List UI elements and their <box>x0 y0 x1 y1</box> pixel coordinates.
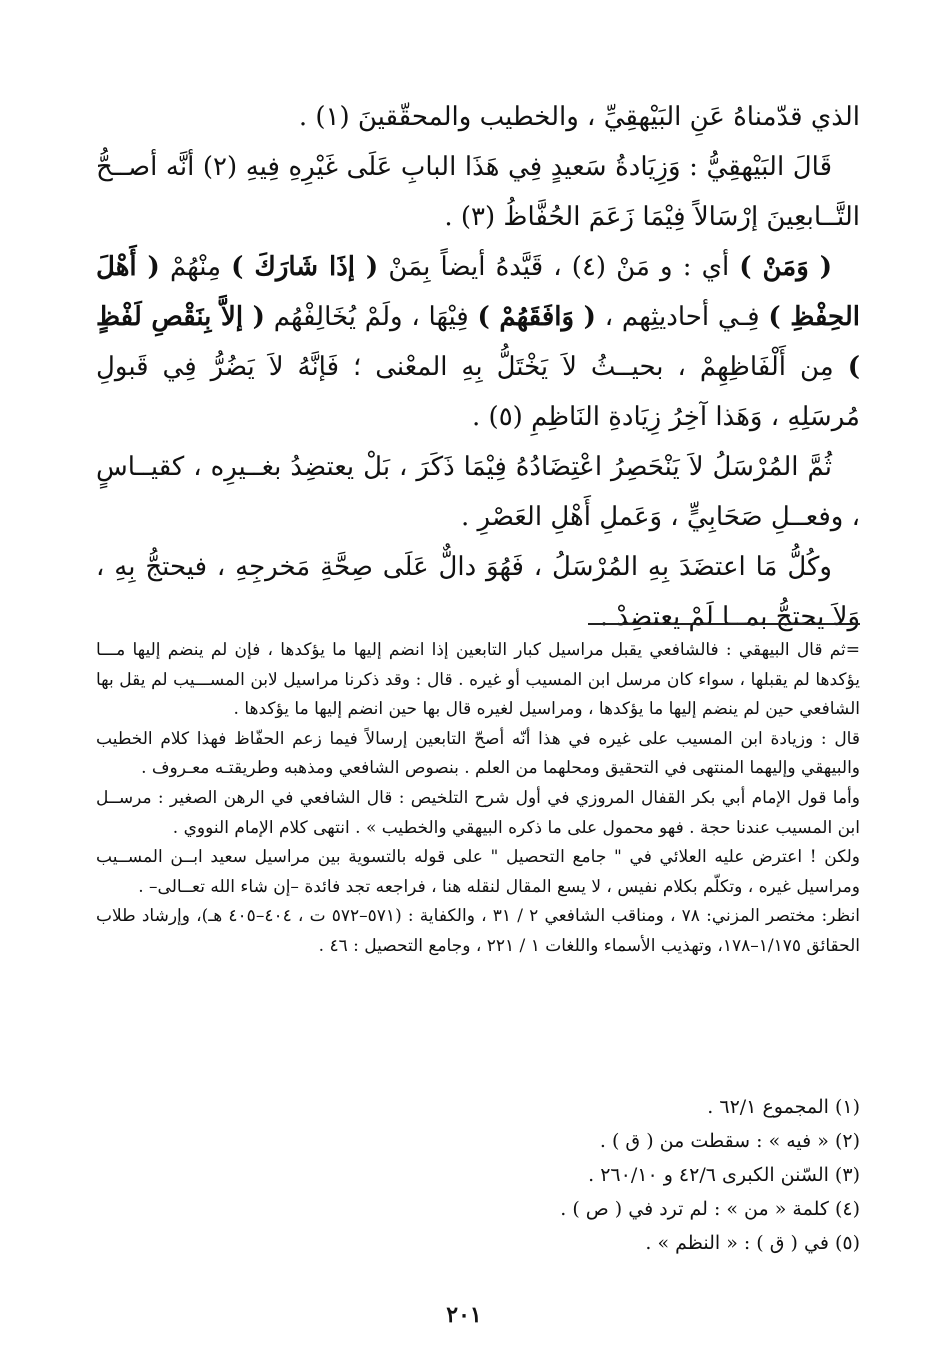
note-paragraph: ولكن ! اعترض عليه العلائي في " جامع التحصيل " على قوله بالتسوية بين مراسيل سعيد ابــن المســيب ومراسيل غيره ، وتكلّم بكلام نفيس ، لا يسع المقال لنقله هنا ، فراجعه تجد فائدة –إن شاء الله تعــالى– . <box>96 847 860 897</box>
continued-footnote <box>96 636 860 962</box>
bold-term: ( وَمَنْ ) <box>739 252 833 282</box>
bold-term: ( وَافَقَهُمْ ) <box>477 302 596 332</box>
page-number: ٢٠١ <box>446 1302 482 1328</box>
paragraph <box>96 242 860 442</box>
footnote: (٤) كلمة « من » : لم ترد في ( ص ) . <box>560 1198 860 1220</box>
paragraph: وكُلُّ مَا اعتضَدَ بِهِ المُرْسَلُ ، فَهُوَ دالٌّ عَلَى صِحَّةِ مَخرجِهِ ، فيحتجُّ بِهِ ، وَلاَ يحتجُّ بمــا لَمْ يعتضِدْ . <box>96 552 860 632</box>
text-run: فِـي أحاديثِهم ، <box>595 302 769 332</box>
note-paragraph: انظر: مختصر المزني: ٧٨ ، ومناقب الشافعي ٢ / ٣١ ، والكفاية : (٥٧١–٥٧٢ ت ، ٤٠٤–٤٠٥ هـ)، وإرشاد طلاب الحقائق ١/١٧٥–١٧٨، وتهذيب الأسماء واللغات ١ / ٢٢١ ، وجامع التحصيل : ٤٦ . <box>96 906 861 956</box>
paragraph: قَالَ البَيْهقِيُّ : وَزِيَادةُ سَعيدٍ فِي هَذَا البابِ عَلَى غَيْرِهِ فِيهِ (٢) أنَّه أصــحُّ التَّــابعِينَ إرْسَالاً فِيْمَا زَعَمَ الحُفَّاظُ (٣) . <box>96 152 860 232</box>
footnote: (٢) « فيه » : سقطت من ( ق ) . <box>599 1130 860 1152</box>
text-run: مِن أَلْفَاظِهِمْ ، بحيــثُ لاَ يَخْتَلُّ بِهِ المعْنى ؛ فَإنَّهُ لاَ يَضُرُّ فِي قَبولِ مُرسَلِهِ ، وَهَذا آخِرُ زِيَادةِ النَاظِمِ (٥) . <box>96 352 860 432</box>
bold-term: ( أَهْلَ الحِفْظِ ) <box>96 252 860 332</box>
footnote: (٣) السّنن الكبرى ٤٢/٦ و ٢٦٠/١٠ . <box>588 1164 860 1186</box>
footnotes <box>96 1090 860 1260</box>
paragraph: الذي قدّمناهُ عَنِ البَيْهقِيِّ ، والخطيب والمحقّقينَ (١) . <box>298 102 860 132</box>
note-paragraph: =ثم قال البيهقي : فالشافعي يقبل مراسيل كبار التابعين إذا انضم إليها ما يؤكدها ، فإن لم ينضم إليها مـــا يؤكدها لم يقبلها ، سواء كان مرسل ابن المسيب أو غيره . قال : وقد ذكرنا مراسيل لابن المســـيب لم يقل بها الشافعي حين لم ينضم إليها ما يؤكدها ، ومراسيل لغيره قال بها حين انضم إليها ما يؤكدها . <box>96 640 860 720</box>
main-text <box>96 92 860 642</box>
footnote: (٥) في ( ق ) : « النظم » . <box>645 1232 860 1254</box>
footnote-separator <box>588 623 860 625</box>
note-paragraph: وأما قول الإمام أبي بكر القفال المروزي في أول شرح التلخيص : قال الشافعي في الرهن الصغير : مرســل ابن المسيب عندنا حجة . فهو محمول على ما ذكره البيهقي والخطيب » . انتهى كلام الإمام النووي . <box>96 787 860 838</box>
bold-term: ( إلاَّ بِنَقْصِ لَفْظٍ ) <box>96 302 860 382</box>
footnote: (١) المجموع ٦٢/١ . <box>707 1096 860 1118</box>
text-run: مِنْهُمْ <box>159 252 232 282</box>
paragraph: ثُمَّ المُرْسَلُ لاَ يَنْحَصِرُ اعْتِضَادُهُ فِيْمَا ذَكَرَ ، بَلْ يعتضِدُ بغــيرِه ، كقيــاسٍ ، وفعــلِ صَحَابِيٍّ ، وَعَملِ أَهْلِ العَصْرِ . <box>96 452 860 532</box>
bold-term: ( إذَا شَارَكَ ) <box>231 252 379 282</box>
text-run: فِيْهَا ، ولَمْ يُخَالِفْهُم <box>264 302 478 332</box>
note-paragraph: قال : وزيادة ابن المسيب على غيره في هذا أنّه أصحّ التابعين إرسالاً فيما زعم الحفّاظ فهذا كلام الخطيب والبيهقي وإليهما المنتهى في التحقيق ومحلهما من العلم . بنصوص الشافعي ومذهبه وطريقتـه معـروف . <box>96 728 860 779</box>
text-run: أي : و مَنْ (٤) ، قَيَّدهُ أيضاً بِمَنْ <box>378 252 740 282</box>
